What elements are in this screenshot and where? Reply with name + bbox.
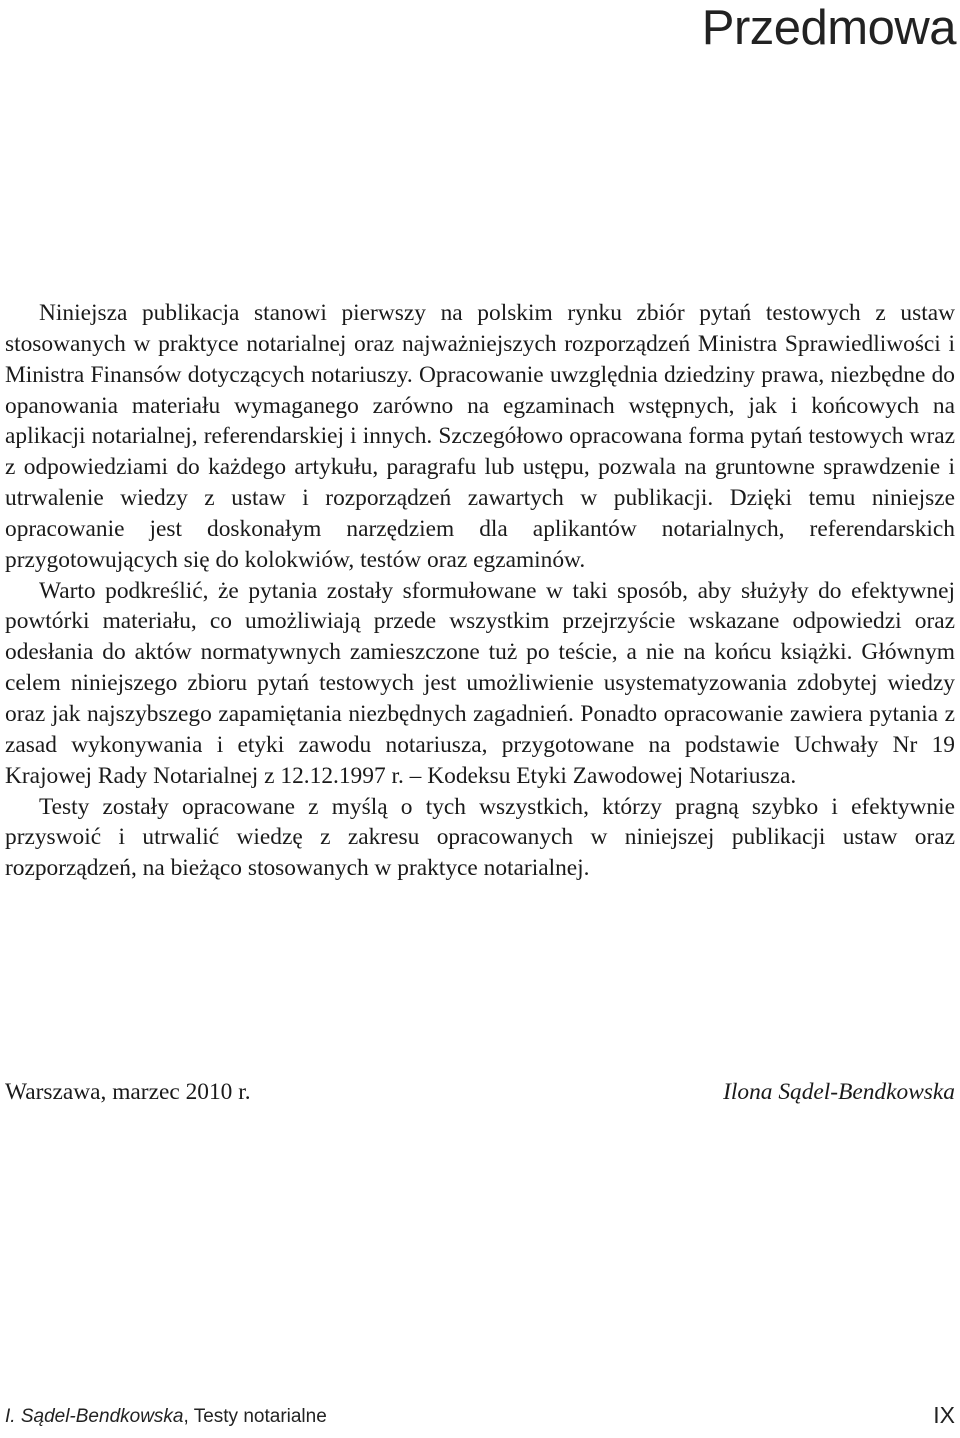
footer-book-title: , Testy notarialne [183, 1406, 327, 1427]
footer-author: I. Sądel-Bendkowska [5, 1406, 184, 1427]
page-title: Przedmowa [701, 1, 956, 55]
preface-body [5, 298, 955, 884]
place-date: Warszawa, marzec 2010 r. [5, 1079, 251, 1105]
page-number: IX [933, 1402, 955, 1428]
author-signature: Ilona Sądel-Bendkowska [723, 1079, 955, 1105]
running-footer [5, 1404, 327, 1430]
paragraph-2: Warto podkreślić, że pytania zostały sformułowane w taki sposób, aby służyły do efektywnej powtórki materiału, co umożliwiają przede wszystkim przejrzyście wskazane odpowiedzi oraz odesłania do aktów normatywnych zamieszczone tuż po teście, a nie na końcu książki. Głównym celem niniejszego zbioru pytań testowych jest umożliwienie usystematyzowania zdobytej wiedzy oraz jak najszybszego zapamiętania niezbędnych zagadnień. Ponadto opracowanie zawiera pytania z zasad wykonywania i etyki zawodu notariusza, przygotowane na podstawie Uchwały Nr 19 Krajowej Rady Notarialnej z 12.12.1997 r. – Kodeksu Etyki Zawodowej Notariusza. [5, 577, 955, 789]
paragraph-1: Niniejsza publikacja stanowi pierwszy na polskim rynku zbiór pytań testowych z ustaw stosowanych w praktyce notarialnej oraz najważniejszych rozporządzeń Ministra Sprawiedliwości i Ministra Finansów dotyczących notariuszy. Opracowanie uwzględnia dziedziny prawa, niezbędne do opanowania materiału wymaganego zarówno na egzaminach wstępnych, jak i końcowych na aplikacji notarialnej, referendarskiej i innych. Szczegółowo opracowana forma pytań testowych wraz z odpowiedziami do każdego artykułu, paragrafu lub ustępu, pozwala na gruntowne sprawdzenie i utrwalenie wiedzy z ustaw i rozporządzeń zawartych w publikacji. Dzięki temu niniejsze opracowanie jest doskonałym narzędziem dla aplikantów notarialnych, referendarskich przygotowujących się do kolokwiów, testów oraz egzaminów. [5, 300, 955, 573]
paragraph-3: Testy zostały opracowane z myślą o tych wszystkich, którzy pragną szybko i efektywnie przyswoić i utrwalić wiedzę z zakresu opracowanych w niniejszej publikacji ustaw oraz rozporządzeń, na bieżąco stosowanych w praktyce notarialnej. [5, 793, 955, 882]
